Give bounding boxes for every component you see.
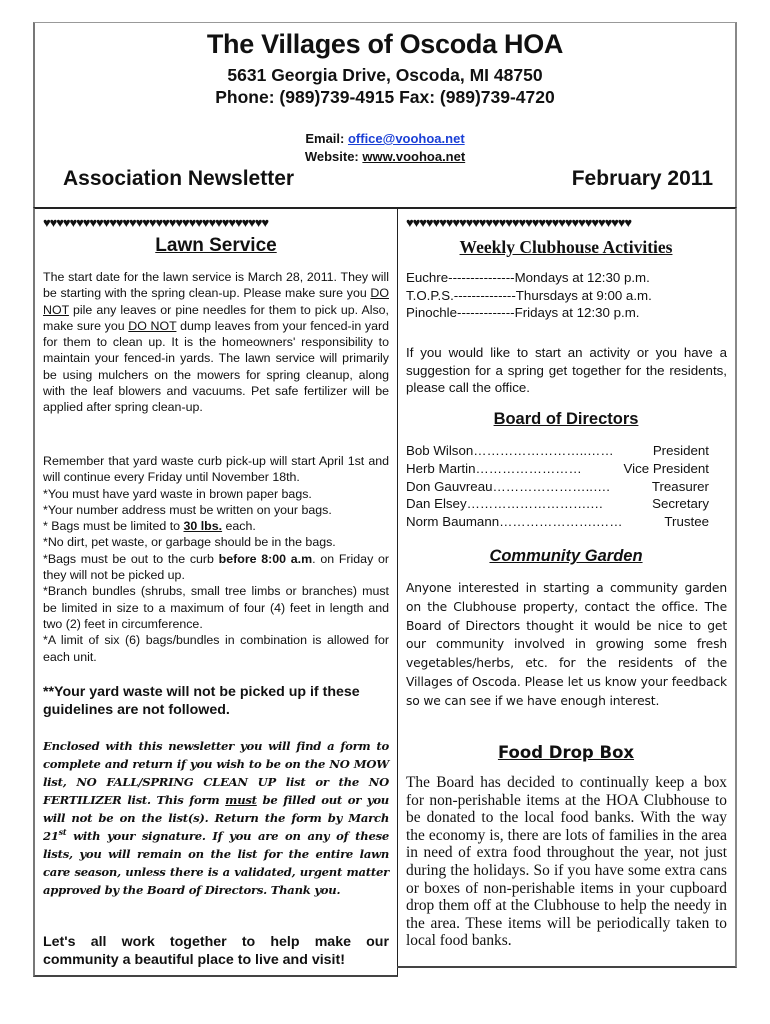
board-member-row: Bob Wilson ……………………..…… President [406, 443, 709, 458]
no-mow-form-notice: Enclosed with this newsletter you will find a form to complete and return if you wish to be on the NO MOW list, NO FALL/SPRING CLEAN UP list or the NO FERTILIZER list. This form must be filled out or you will not be on the list(s). Return the form by March 21st with your signature. If you are on any of these lists, you will remain on the list for the entire lawn care season, unless there is a validated, urgent matter approved by the Board of Directors. Thank you. [43, 739, 389, 897]
hoa-title: The Villages of Oscoda HOA [206, 29, 564, 59]
board-members-list [406, 442, 709, 531]
board-member-row: Don Gauvreau …………………..…. Treasurer [406, 478, 709, 494]
hearts-divider: ♥♥♥♥♥♥♥♥♥♥♥♥♥♥♥♥♥♥♥♥♥♥♥♥♥♥♥♥♥♥♥♥♥♥ [43, 216, 269, 230]
yard-waste-rules [43, 453, 389, 665]
community-garden-body: Anyone interested in starting a community garden on the Clubhouse property, contact the office. The Board of Directors thought it would be nice to get our community involved in growing some fresh vegetables/herbs, etc. for the residents of the Villages of Oscoda. Please let us know your feedback so we can see if we have enough interest. [406, 581, 727, 708]
newsletter-heading: Association Newsletter [63, 167, 295, 190]
community-garden-title: Community Garden [489, 547, 643, 565]
rule-item: *Bags must be out to the curb before 8:00 a.m. on Friday or they will not be picked up. [43, 551, 390, 583]
rule-item: *Your number address must be written on your bags. [43, 502, 332, 517]
activities-note: If you would like to start an activity or you have a suggestion for a spring get together for the residents, please call the office. [406, 345, 727, 395]
food-drop-box-body: The Board has decided to continually keep a box for non-perishable items at the HOA Clubhouse to be donated to the local food banks. With the way the economy is, there are lots of families in the area in need of extra food throughout the year, not just during the holidays. So if you have some extra cans or boxes of non-perishable items in your cupboard drop them off at the Clubhouse to help the needy in the area. These items will be periodically taken to local food banks. [406, 774, 727, 950]
hoa-website-line [35, 149, 735, 164]
activities-list [406, 269, 727, 322]
newsletter-page [33, 22, 737, 977]
hearts-divider: ♥♥♥♥♥♥♥♥♥♥♥♥♥♥♥♥♥♥♥♥♥♥♥♥♥♥♥♥♥♥♥♥♥♥ [406, 216, 632, 230]
do-not-emphasis: DO NOT [43, 286, 389, 317]
board-of-directors-title: Board of Directors [493, 410, 639, 428]
rule-item: *Branch bundles (shrubs, small tree limbs or branches) must be limited in size to a maximum of four (4) feet in length and two (2) feet in circumference. [43, 584, 389, 631]
left-column [33, 207, 398, 977]
rule-item: *You must have yard waste in brown paper bags. [43, 486, 312, 501]
hoa-address: 5631 Georgia Drive, Oscoda, MI 48750 [227, 65, 543, 85]
website-label: Website: [304, 149, 363, 164]
lawn-service-intro: The start date for the lawn service is March 28, 2011. They will be starting with the spring clean-up. Please make sure you DO NOT pile any leaves or pine needles for them to pick up. Also, make sure you DO NOT dump leaves from your fenced-in yard for them to clean up. It is the homeowners' responsibility to maintain your fenced-in yards. The lawn service will primarily be using mulchers on the mowers for spring cleanup, along with the leaf blowers and vacuums. Pet safe fertilizer will be applied after spring clean-up. [43, 270, 389, 415]
rule-item: *A limit of six (6) bags/bundles in combination is allowed for each unit. [43, 633, 389, 664]
hoa-phone-fax: Phone: (989)739-4915 Fax: (989)739-4720 [215, 87, 555, 107]
board-member-row: Dan Elsey ……………………….… Secretary [406, 496, 709, 512]
activity-row: Pinochle-------------Fridays at 12:30 p.m. [406, 305, 640, 320]
newsletter-date: February 2011 [571, 167, 713, 190]
board-member-row: Norm Baumann ………………….…… Trustee [406, 514, 709, 530]
do-not-emphasis: DO NOT [128, 318, 177, 333]
newsletter-header [33, 22, 737, 208]
yard-waste-warning: **Your yard waste will not be picked up if these guidelines are not followed. [43, 684, 360, 718]
clubhouse-activities-title: Weekly Clubhouse Activities [459, 237, 673, 257]
rule-item: *No dirt, pet waste, or garbage should be in the bags. [43, 535, 336, 550]
board-member-row: Herb Martin …………………… Vice President [406, 460, 709, 476]
email-link[interactable]: office@voohoa.net [347, 131, 465, 146]
hoa-email-line [35, 131, 735, 146]
food-drop-box-title: Food Drop Box [497, 743, 635, 762]
activity-row: Euchre---------------Mondays at 12:30 p.m. [406, 270, 650, 285]
yard-waste-intro: Remember that yard waste curb pick-up will start April 1st and will continue every Friday until November 18th. [43, 454, 389, 485]
activity-row: T.O.P.S.--------------Thursdays at 9:00 a.m. [406, 287, 652, 303]
lawn-service-title: Lawn Service [155, 235, 277, 256]
right-column [397, 207, 737, 968]
rule-item: * Bags must be limited to 30 lbs. each. [43, 519, 256, 534]
email-label: Email: [305, 131, 348, 146]
website-link[interactable]: www.voohoa.net [362, 149, 466, 164]
closing-message: Let's all work together to help make our community a beautiful place to live and visit! [43, 934, 389, 968]
